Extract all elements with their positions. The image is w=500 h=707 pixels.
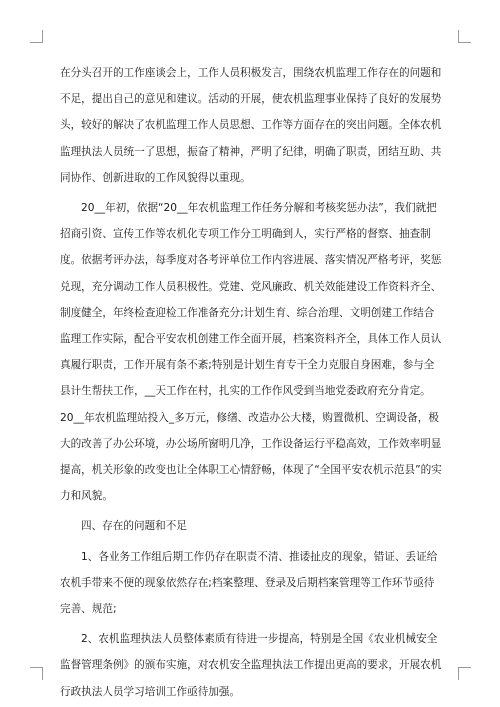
paragraph-problem-2: 2、农机监理执法人员整体素质有待进一步提高，特别是全国《农业机械安全监督管理条例》的颁布实施，对农机安全监理执法工作提出更高的要求，开展农机行政执法人员学习培训工作亟待加强。 <box>60 633 442 698</box>
section-heading-problems: 四、存在的问题和不足 <box>81 520 187 533</box>
paragraph-meeting-summary: 在分头召开的工作座谈会上，工作人员积极发言，围绕农机监理工作存在的问题和不足，提出自己的意见和建议。活动的开展，使农机监理事业保持了良好的发展势头，较好的解决了农机监理工作人员思想、工作等方面存在的突出问题。全体农机监理执法人员统一了思想，振奋了精神，严明了纪律，明确了职责，团结互助、共同协作、创新进取的工作风貌得以重现。 <box>60 67 442 184</box>
paragraph-problem-1: 1、各业务工作组后期工作仍存在职责不清、推诿扯皮的现象，错证、丢证给农机手带来不便的现象依然存在;档案整理、登录及后期档案管理等工作环节亟待完善、规范; <box>60 550 438 616</box>
crop-mark-bottom-right <box>458 667 471 680</box>
crop-mark-top-left <box>30 30 43 43</box>
paragraph-annual-work: 20__年初，依据“20__年农机监理工作任务分解和考核奖惩办法”，我们就把招商引资、宣传工作等农机化专项工作分工明确到人，实行严格的督察、抽查制度。依据考评办法，每季度对各考评单位工作内容进展、落实情况严格考评，奖惩兑现，充分调动工作人员积极性。党建、党风廉政、机关效能建设工作资料齐全、制度健全，年终检查迎检工作准备充分;计划生育、综合治理、文明创建工作结合监理工作实际，配合平安农机创建工作全面开展，档案资料齐全，具体工作人员认真履行职责，工作开展有条不紊;特别是计划生育专干全力克服自身困难，参与全县计生帮扶工作，__天工作在村，扎实的工作作风受到当地党委政府充分肯定。20__年农机监理站投入_多万元，修缮、改造办公大楼，购置微机、空调设备，极大的改善了办公环境，办公场所窗明几净，工作设备运行平稳高效，工作效率明显提高，机关形象的改变也让全体职工心情舒畅，体现了“全国平安农机示范县”的实力和风貌。 <box>60 202 442 503</box>
crop-mark-bottom-left <box>30 667 43 680</box>
crop-mark-top-right <box>458 30 471 43</box>
document-body <box>60 60 442 705</box>
